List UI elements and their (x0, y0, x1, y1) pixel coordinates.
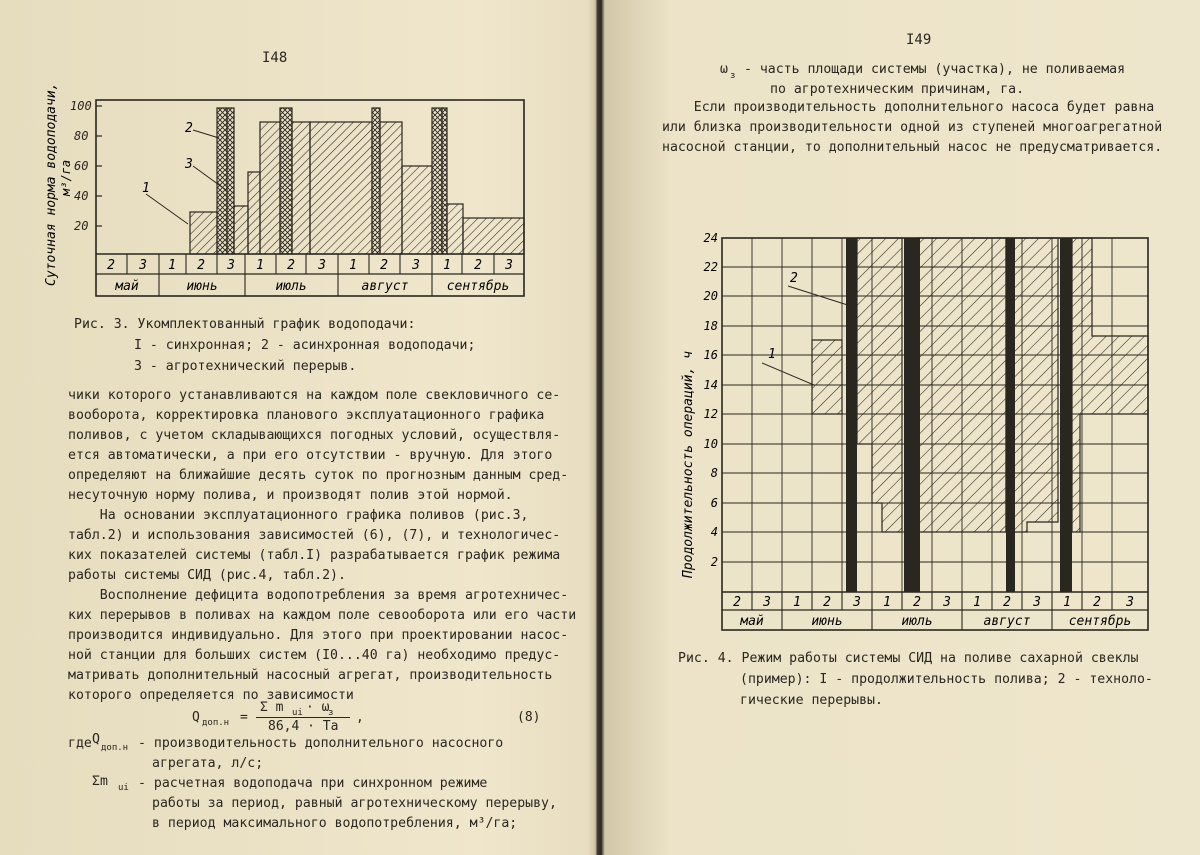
f4-ytick: 18 (703, 319, 718, 333)
left-page (0, 0, 594, 855)
f3-ytick: 80 (74, 129, 89, 143)
formula-numerator: Σ m (260, 700, 284, 715)
body-line: ких перерывов в поливах на каждом поле севооборота или его части (68, 608, 577, 623)
formula-num-tail: · ω (306, 700, 330, 715)
body-line: Восполнение дефицита водопотребления за время агротехничес- (68, 588, 569, 603)
def-term-sub: доп.н (101, 743, 129, 753)
f3-month: август (361, 279, 409, 294)
f3-decade: 3 (412, 258, 420, 273)
f3-ytick: 20 (74, 219, 89, 233)
def-term: Q (92, 732, 100, 747)
body-line: чики которого устанавливаются на каждом поле свекловичного се- (68, 388, 561, 403)
f4-decade: 3 (1126, 595, 1134, 610)
f3-decade: 3 (505, 258, 513, 273)
body-line: работы системы СИД (рис.4, табл.2). (68, 568, 346, 583)
f4-ytick: 20 (703, 289, 718, 303)
f3-decade: 1 (349, 258, 357, 273)
f3-month: июнь (186, 279, 218, 294)
f4-ytick: 2 (710, 555, 718, 569)
f4-month: май (740, 614, 764, 629)
formula-lhs-sub: доп.н (202, 718, 230, 728)
figure-4-caption-line: гические перерывы. (740, 693, 883, 708)
body-line: матривать дополнительный насосный агрегат, производительность (68, 668, 553, 683)
f4-decade: 2 (823, 595, 831, 610)
body-line: ется автоматически, а при его отсутствии - вручную. Для этого (68, 448, 553, 463)
f3-decade: 2 (474, 258, 482, 273)
f4-decade: 2 (1093, 595, 1101, 610)
f3-ylabel: Суточная норма водоподачи, (44, 82, 59, 286)
page-number-left: I48 (262, 50, 288, 66)
f3-decade: 2 (287, 258, 295, 273)
f3-ytick: 60 (74, 159, 89, 173)
f4-ytick: 22 (703, 260, 718, 274)
f3-decade: 2 (197, 258, 205, 273)
def-line: - расчетная водоподача при синхронном режиме (138, 776, 488, 791)
f3-decade: 2 (380, 258, 388, 273)
def-prefix: где (68, 736, 92, 751)
f3-decade: 3 (227, 258, 235, 273)
para-line: насосной станции, то дополнительный насос не предусматривается. (662, 140, 1163, 155)
def-term: Σm (92, 774, 108, 789)
f4-month: сентябрь (1068, 614, 1132, 629)
figure-4-chart (602, 0, 1200, 650)
f3-decade: 3 (139, 258, 147, 273)
f3-ytick: 40 (74, 189, 89, 203)
def-line: агрегата, л/с; (152, 756, 264, 771)
f3-decade: 1 (168, 258, 176, 273)
body-line: ких показателей системы (табл.I) разрабатывается график режима (68, 548, 561, 563)
f4-decade: 2 (1003, 595, 1011, 610)
body-line: которого определяется по зависимости (68, 688, 354, 703)
formula-number: (8) (517, 710, 541, 725)
f4-decade: 3 (853, 595, 861, 610)
body-line: производится индивидуально. Для этого при проектировании насос- (68, 628, 569, 643)
f4-ytick: 8 (710, 466, 718, 480)
figure-3-caption-line: I - синхронная; 2 - асинхронная водоподачи; (134, 338, 476, 353)
omega-sub: з (730, 71, 736, 81)
f4-decade: 1 (793, 595, 801, 610)
f4-ytick: 24 (703, 231, 718, 245)
f3-callout-2: 2 (185, 121, 193, 136)
body-line: вооборота, корректировка планового эксплуатационного графика (68, 408, 545, 423)
f4-callout-1: 1 (768, 347, 776, 362)
f4-decade: 2 (913, 595, 921, 610)
f4-callout-2: 2 (790, 271, 798, 286)
para-line: Если производительность дополнительного насоса будет равна (662, 100, 1155, 115)
f4-decade: 2 (733, 595, 741, 610)
omega-symbol: ω (720, 62, 728, 77)
f4-decade: 3 (763, 595, 771, 610)
body-line: определяют на ближайшие десять суток по прогнозным данным сред- (68, 468, 569, 483)
figure-4-caption-line: Рис. 4. Режим работы системы СИД на поливе сахарной свеклы (678, 651, 1139, 666)
f3-month: май (115, 279, 139, 294)
formula-denominator: 86,4 · Ta (268, 719, 339, 734)
figure-3-caption-line: 3 - агротехнический перерыв. (134, 359, 357, 374)
f4-decade: 1 (973, 595, 981, 610)
f3-month: сентябрь (446, 279, 510, 294)
top-line: - часть площади системы (участка), не поливаемая (736, 62, 1126, 77)
def-line: - производительность дополнительного насосного (138, 736, 504, 751)
body-line: несуточную норму полива, и производят полив этой нормой. (68, 488, 513, 503)
f4-ytick: 6 (710, 496, 718, 510)
body-line: табл.2) и использования зависимостей (6), (7), и технологичес- (68, 528, 561, 543)
f4-ytick: 4 (710, 525, 718, 539)
f4-decade: 1 (1063, 595, 1071, 610)
f4-decade: 3 (1033, 595, 1041, 610)
f4-ytick: 12 (703, 407, 718, 421)
f3-ylabel-unit: м³/га (59, 159, 73, 196)
f3-decade: 1 (443, 258, 451, 273)
f4-ytick: 14 (703, 378, 718, 392)
f4-ylabel: Продолжительность операций, ч (681, 351, 696, 578)
formula-8: Q доп.н = Σ m ui · ω з 86,4 · Ta , (8) (192, 700, 541, 734)
f3-callout-3: 3 (185, 157, 193, 172)
body-line: На основании эксплуатационного графика поливов (рис.3, (68, 508, 529, 523)
formula-lhs: Q (192, 710, 200, 725)
f4-month: июнь (811, 614, 843, 629)
def-line: работы за период, равный агротехническому перерыву, (152, 796, 557, 811)
page-number-right: I49 (906, 32, 932, 48)
f3-callout-1: 1 (142, 181, 150, 196)
para-line: или близка производительности одной из ступеней многоагрегатной (662, 120, 1163, 135)
f3-ytick: 100 (70, 99, 92, 113)
right-page (602, 0, 1200, 855)
f3-month: июль (275, 279, 307, 294)
body-line: ной станции для больших систем (I0...40 га) необходимо предус- (68, 648, 561, 663)
f3-decade: 2 (107, 258, 115, 273)
f3-decade: 3 (318, 258, 326, 273)
top-line: по агротехническим причинам, га. (770, 82, 1025, 97)
body-line: поливов, с учетом складывающихся погодных условий, осуществля- (68, 428, 561, 443)
figure-3-caption-line: Рис. 3. Укомплектованный график водоподачи: (74, 317, 416, 332)
formula-num-sub: ui (292, 708, 303, 718)
f4-month: август (983, 614, 1031, 629)
f4-ytick: 10 (703, 437, 718, 451)
f4-decade: 3 (943, 595, 951, 610)
f4-decade: 1 (883, 595, 891, 610)
f4-ytick: 16 (703, 348, 718, 362)
def-term-sub: ui (118, 783, 129, 793)
f3-decade: 1 (256, 258, 264, 273)
figure-4-caption-line: (пример): I - продолжительность полива; 2 - техноло- (740, 672, 1153, 687)
def-line: в период максимального водопотребления, м³/га; (152, 816, 518, 831)
f4-month: июль (901, 614, 933, 629)
formula-num-tail-sub: з (328, 708, 334, 718)
